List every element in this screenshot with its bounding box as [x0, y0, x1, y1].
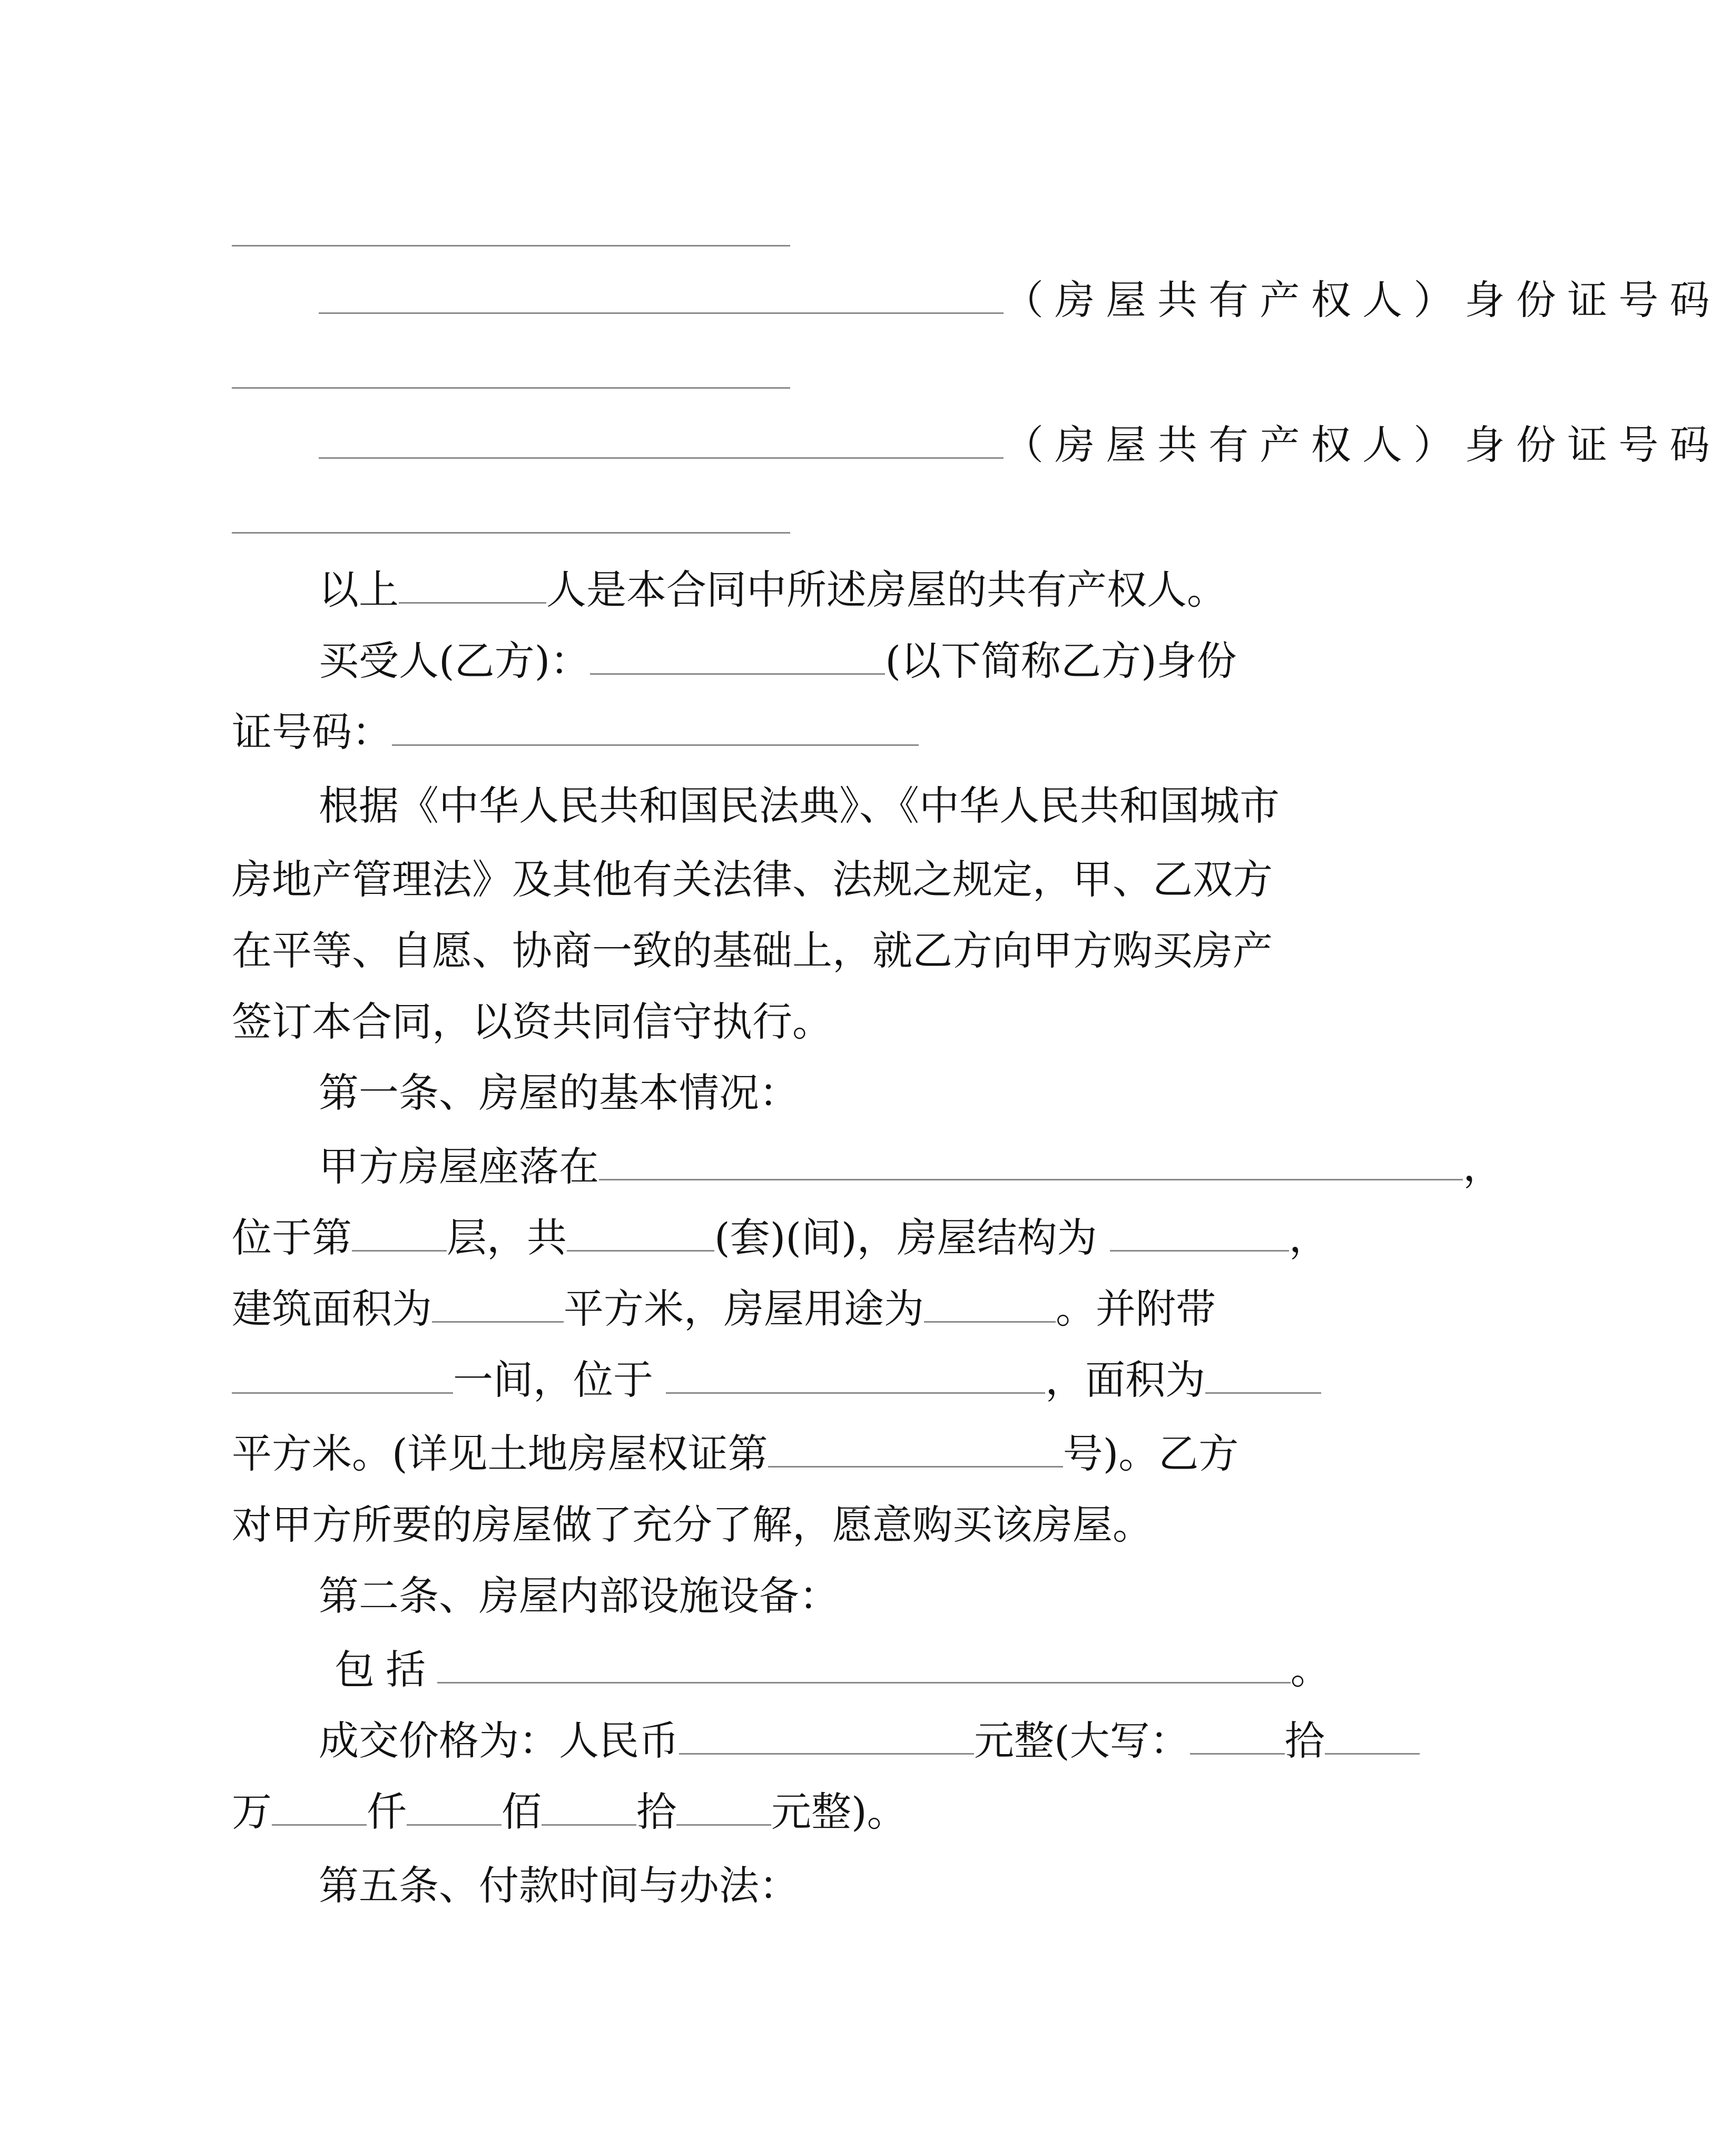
floor-mid-1: 层，共	[447, 1214, 567, 1261]
certificate-line	[232, 1425, 1306, 1483]
unit-shi: 拾	[1284, 1717, 1325, 1764]
unit-count-blank	[567, 1213, 714, 1252]
price-end: 元整)。	[771, 1788, 907, 1835]
buyer-line	[319, 632, 1306, 690]
usage-blank	[924, 1284, 1056, 1323]
price-uppercase-line	[232, 1783, 1306, 1841]
buyer-id-label: 证号码：	[232, 708, 392, 755]
amount-digit-blank	[676, 1787, 771, 1826]
article-5-title	[319, 1857, 1306, 1915]
amount-digit-blank	[1190, 1716, 1285, 1755]
area-mid: 平方米，房屋用途为	[564, 1285, 924, 1332]
annex-blank	[232, 1355, 453, 1394]
buyer-label: 买受人(乙方)：	[319, 637, 591, 684]
count-blank	[399, 565, 546, 604]
article-title: 第五条、付款时间与办法：	[319, 1862, 799, 1909]
annex-location-blank	[666, 1355, 1045, 1394]
legal-basis-line-3	[232, 922, 1306, 980]
location-prefix: 甲方房屋座落在	[319, 1143, 599, 1190]
annex-mid-1: 一间，位于	[453, 1356, 653, 1403]
certificate-suffix: 号)。乙方	[1063, 1430, 1239, 1477]
co-owner-line-1	[319, 271, 1721, 329]
understanding-line	[232, 1496, 1306, 1554]
structure-blank	[1110, 1213, 1289, 1252]
period: 。	[1290, 1646, 1331, 1693]
includes-line	[335, 1641, 1331, 1699]
certificate-prefix: 平方米。(详见土地房屋权证第	[232, 1430, 768, 1477]
id-number-rule	[232, 387, 790, 389]
area-prefix: 建筑面积为	[232, 1285, 432, 1332]
floor-prefix: 位于第	[232, 1214, 352, 1261]
buyer-name-blank	[590, 636, 885, 675]
article-title: 第一条、房屋的基本情况：	[319, 1069, 799, 1116]
amount-digit-blank	[542, 1787, 636, 1826]
co-owner-count-line	[319, 561, 1306, 619]
co-owner-name-blank	[319, 420, 1004, 459]
price-blank	[679, 1716, 974, 1755]
comma: ，	[1463, 1143, 1503, 1190]
floor-line	[232, 1209, 1329, 1267]
facilities-blank	[437, 1645, 1291, 1684]
legal-basis-text: 根据《中华人民共和国民法典》、《中华人民共和国城市	[319, 782, 1280, 829]
buyer-suffix: (以下简称乙方)身份	[885, 637, 1237, 684]
amount-digit-blank	[407, 1787, 501, 1826]
legal-basis-line-2	[232, 851, 1306, 909]
annex-area-blank	[1205, 1355, 1321, 1394]
buyer-id-line	[232, 703, 1306, 761]
buyer-id-blank	[392, 707, 919, 746]
floor-blank	[352, 1213, 447, 1252]
legal-basis-text: 在平等、自愿、协商一致的基础上，就乙方向甲方购买房产	[232, 927, 1273, 974]
price-uppercase: 元整(大写：	[974, 1717, 1190, 1764]
location-line	[319, 1138, 1503, 1196]
co-owner-name-blank	[319, 275, 1004, 314]
count-suffix: 人是本合同中所述房屋的共有产权人。	[546, 566, 1227, 613]
signature-rule	[232, 245, 790, 247]
area-suffix: 。并附带	[1056, 1285, 1216, 1332]
unit-qian: 仟	[367, 1788, 407, 1835]
id-number-rule	[232, 532, 790, 534]
area-blank	[432, 1284, 564, 1323]
count-prefix: 以上	[319, 566, 399, 613]
price-line	[319, 1712, 1325, 1770]
comma: ，	[1289, 1214, 1329, 1261]
includes-label: 包括	[335, 1646, 437, 1693]
article-1-title	[319, 1064, 1306, 1122]
article-2-title	[319, 1567, 1306, 1625]
legal-basis-line-1	[319, 777, 1306, 835]
unit-bai: 佰	[501, 1788, 542, 1835]
amount-digit-blank	[272, 1787, 367, 1826]
legal-basis-text: 房地产管理法》及其他有关法律、法规之规定，甲、乙双方	[232, 856, 1273, 903]
co-owner-line-2	[319, 416, 1721, 474]
certificate-number-blank	[768, 1429, 1063, 1468]
amount-digit-blank	[1325, 1716, 1420, 1755]
floor-mid-2: (套)(间)，房屋结构为	[714, 1214, 1097, 1261]
co-owner-label: （房屋共有产权人）身份证号码	[1004, 277, 1721, 323]
price-prefix: 成交价格为：人民币	[319, 1717, 679, 1764]
legal-basis-line-4	[232, 993, 1306, 1051]
annex-line	[232, 1351, 1306, 1409]
location-blank	[599, 1142, 1463, 1180]
unit-shi: 拾	[636, 1788, 676, 1835]
area-line	[232, 1280, 1306, 1338]
unit-wan: 万	[232, 1788, 272, 1835]
annex-mid-2: ，面积为	[1045, 1356, 1206, 1403]
legal-basis-text: 签订本合同，以资共同信守执行。	[232, 998, 832, 1045]
co-owner-label: （房屋共有产权人）身份证号码	[1004, 421, 1721, 468]
article-title: 第二条、房屋内部设施设备：	[319, 1572, 839, 1619]
understanding-text: 对甲方所要的房屋做了充分了解，愿意购买该房屋。	[232, 1501, 1153, 1548]
